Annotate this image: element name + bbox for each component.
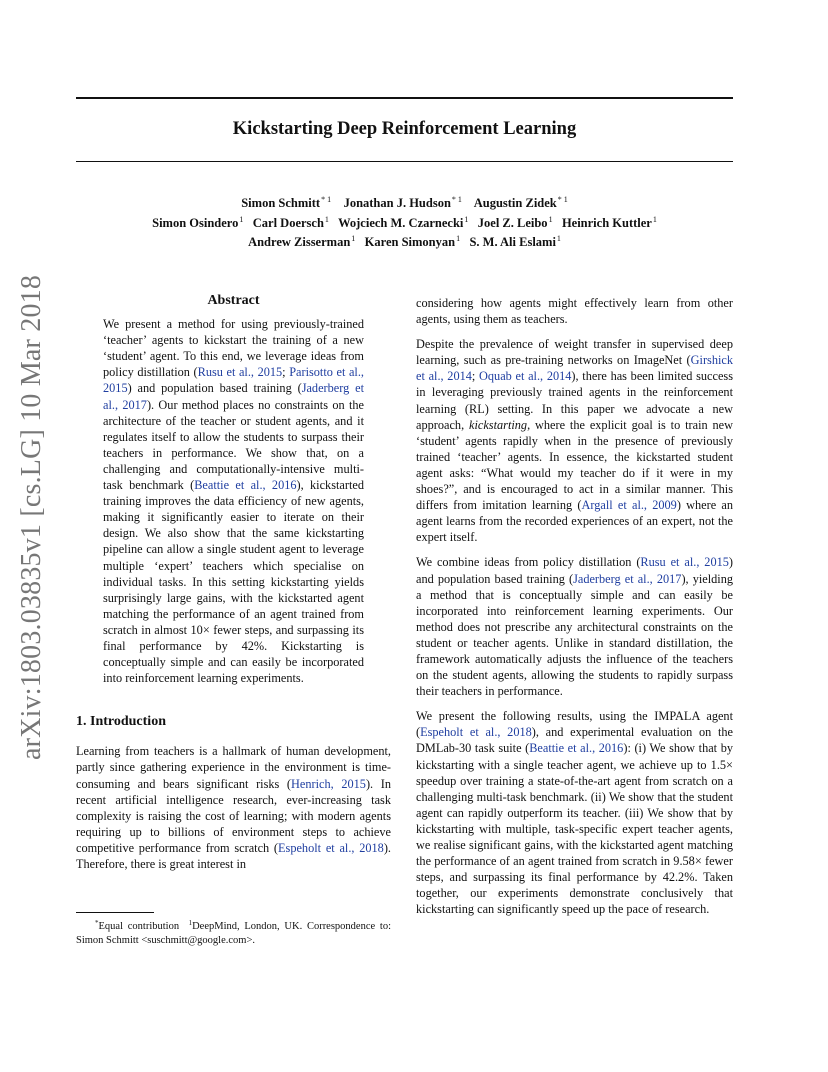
abstract-span: ;	[282, 365, 290, 380]
title-bottom-rule	[76, 161, 733, 162]
paragraph	[416, 708, 733, 917]
abstract-span: ). Our method places no constraints on the architecture of the teacher or student agents, and it regulates itself to allow the students to surpass their teachers in performance. We show that, on a challenging and computationally-intensive multi-task benchmark (	[103, 397, 364, 493]
author-line-1	[60, 192, 749, 212]
citation-link[interactable]: Jaderberg et al., 2017	[573, 571, 682, 586]
intro-span: Learning from teachers is a hallmark of human development, partly since gathering experience in the environment is time-consuming and bears significant risks (	[76, 744, 391, 791]
intro-heading: 1. Introduction	[76, 714, 166, 730]
paragraph	[416, 554, 733, 699]
footnote-text: Equal contribution	[98, 921, 184, 932]
author: Carl Doersch	[252, 215, 324, 230]
text-span: , where the explicit goal is to train new ‘student’ agents rapidly when in the presence of previously trained ‘teacher’ agents. In essence, the kickstarted student agent asks: “What would my teacher do if it were in my shoes?”, and is encouraged to act in a similar manner. This differs from imitation learning (	[416, 417, 733, 513]
citation-link[interactable]: Oquab et al., 2014	[479, 369, 572, 384]
arxiv-watermark: arXiv:1803.03835v1 [cs.LG] 10 Mar 2018	[16, 274, 47, 760]
author-affil: * 1	[557, 195, 568, 204]
text-span: Despite the prevalence of weight transfer in supervised deep learning, such as pre-training networks on ImageNet (	[416, 337, 733, 368]
author-affil: 1	[351, 234, 356, 243]
citation-link[interactable]: Parisotto et al., 2015	[103, 365, 364, 396]
author: Wojciech M. Czarnecki	[338, 215, 464, 230]
citation-link[interactable]: Jaderberg et al., 2017	[103, 381, 364, 412]
citation-link[interactable]: Beattie et al., 2016	[529, 741, 624, 756]
author-affil: * 1	[321, 195, 332, 204]
text-span: ), there has been limited success in leveraging previously trained agents in the reinforcement learning (RL) setting. In this paper we advocate a new approach,	[416, 369, 734, 432]
footnote-mark: 1	[188, 919, 193, 927]
emphasis: kickstarting	[469, 417, 528, 432]
author: Jonathan J. Hudson	[343, 196, 451, 210]
author-affil: 1	[464, 214, 469, 224]
paragraph: considering how agents might effectively learn from other agents, using them as teachers.	[416, 296, 733, 327]
author-affil: 1	[324, 214, 329, 224]
paper-title: Kickstarting Deep Reinforcement Learning	[232, 119, 577, 139]
right-column	[416, 295, 733, 917]
citation-link[interactable]: Henrich, 2015	[291, 776, 366, 791]
author-affil: 1	[556, 234, 561, 243]
footnote-text: DeepMind, London, UK. Correspondence to: Simon Schmitt <suschmitt@google.com>.	[76, 921, 391, 946]
author-line-3	[60, 231, 749, 251]
citation-link[interactable]: Beattie et al., 2016	[194, 478, 297, 493]
author: Karen Simonyan	[364, 235, 456, 249]
author-affil: 1	[652, 214, 657, 224]
text-span: ) where an agent learns from the recorded experiences of an expert, not the expert itself.	[416, 498, 734, 545]
text-span: ) and population based training (	[416, 555, 733, 586]
abstract-heading: Abstract	[207, 293, 260, 308]
citation-link[interactable]: Rusu et al., 2015	[640, 555, 729, 570]
citation-link[interactable]: Girshick et al., 2014	[416, 353, 733, 384]
author-affil: * 1	[451, 195, 462, 204]
citation-link[interactable]: Rusu et al., 2015	[197, 365, 283, 380]
author: Simon Osindero	[152, 215, 239, 230]
footnote	[76, 916, 391, 948]
author: Heinrich Kuttler	[561, 215, 652, 230]
text-span: ), yielding a method that is conceptually simple and can easily be incorporated into reinforcement learning experiments. Our method does not prescribe any architectural constraints on the student or teacher agents. Unlike in standard distillation, the framework automatically adjusts the influence of the teachers on the student agents, allowing the students to rapidly surpass their teachers in performance.	[416, 571, 734, 699]
title-top-rule	[76, 97, 733, 99]
left-column	[76, 293, 391, 872]
citation-link[interactable]: Argall et al., 2009	[581, 498, 677, 513]
paragraph	[416, 336, 733, 545]
author: Simon Schmitt	[241, 196, 321, 210]
text-span: ): (i) We show that by kickstarting with a single teacher agent, we achieve up to 1.5× speedup over training a state-of-the-art agent from scratch on a challenging multi-task benchmark. (ii) We show that the student agent can rapidly outperform its teacher. (iii) We show that by kickstarting with multiple, task-specific expert teacher agents, we realise significant gains, with the kickstarted agent matching the performance of an agent trained from scratch in 9.58× fewer steps, and surpassing its final performance by 42.2%. Taken together, our experiments demonstrate conclusively that kickstarting can significantly speed up the pace of research.	[416, 741, 733, 917]
citation-link[interactable]: Espeholt et al., 2018	[420, 725, 532, 740]
abstract-span: We present a method for using previously-trained ‘teacher’ agents to kickstart the training of a new ‘student’ agent. To this end, we leverage ideas from policy distillation (	[103, 317, 364, 380]
text-span: ), and experimental evaluation on the DMLab-30 task suite (	[416, 725, 733, 756]
citation-link[interactable]: Espeholt et al., 2018	[278, 840, 384, 855]
author: S. M. Ali Eslami	[469, 235, 556, 249]
author-affil: 1	[239, 214, 244, 224]
author: Joel Z. Leibo	[477, 215, 548, 230]
author-line-2	[60, 212, 749, 232]
text-span: ;	[471, 369, 480, 384]
author-affil: 1	[548, 214, 553, 224]
abstract-span: ), kickstarted training improves the data efficiency of new agents, making it significantly easier to iterate on their design. We also show that the same kickstarting pipeline can allow a single student agent to leverage multiple ‘expert’ teachers which specialise on individual tasks. In this setting kickstarting yields surprisingly large gains, with the kickstarted agent matching the performance of an agent trained from scratch in almost 10× fewer steps, and surpassing its final performance by 42%. Kickstarting is conceptually simple and can easily be incorporated into reinforcement learning experiments.	[103, 478, 364, 686]
text-span: We combine ideas from policy distillation (	[416, 555, 641, 570]
abstract-text	[103, 316, 364, 686]
footnote-mark: *	[95, 919, 99, 927]
author-list	[60, 192, 749, 251]
intro-paragraph	[76, 743, 391, 872]
author: Andrew Zisserman	[248, 235, 351, 249]
author-affil: 1	[456, 234, 461, 243]
footnote-rule	[76, 912, 154, 913]
intro-span: ). In recent artificial intelligence research, ever-increasing task complexity is raising the cost of learning; with modern agents requiring up to billions of environment steps to achieve competitive performance from scratch (	[76, 776, 391, 855]
abstract-span: ) and population based training (	[127, 381, 302, 396]
intro-span: ). Therefore, there is great interest in	[76, 840, 391, 871]
text-span: We present the following results, using the IMPALA agent (	[416, 709, 733, 740]
author: Augustin Zidek	[473, 196, 557, 210]
